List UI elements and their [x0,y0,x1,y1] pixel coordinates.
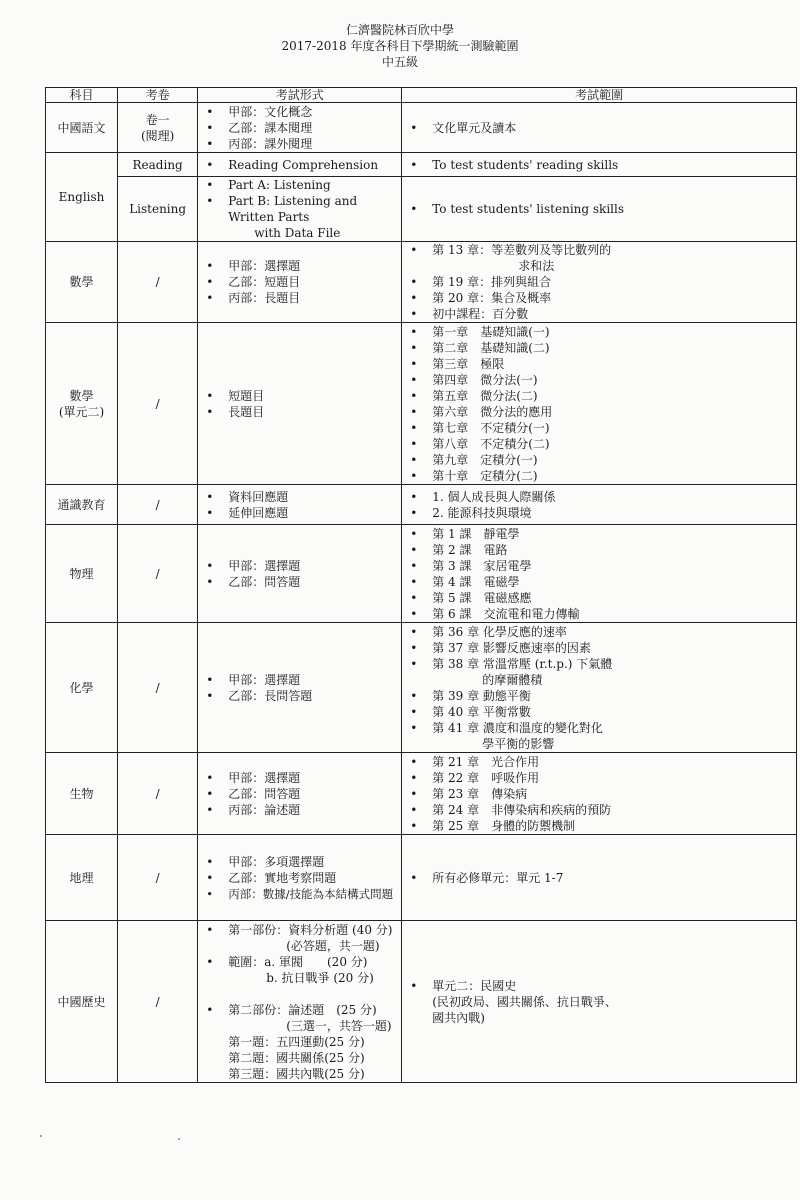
scope-cell [402,323,797,485]
document-title: 2017-2018 年度各科目下學期統一測驗範圍 [281,39,519,53]
list-item: • 第一章 基礎知識(一) [406,324,792,340]
list-item-continuation: with Data File [254,226,341,240]
table-row-english-reading [46,153,797,177]
subject-cell: English [46,153,118,242]
list-item: • 乙部：實地考察問題 [202,870,397,886]
list-item: • 初中課程：百分數 [406,306,792,322]
list-item: • 丙部：課外閱理 [202,136,397,152]
format-cell [198,177,402,242]
list-item-continuation: 求和法 [518,259,555,273]
format-cell [198,323,402,485]
list-item: • 第二章 基礎知識(二) [406,340,792,356]
list-item: • 長題目 [202,404,397,420]
scope-cell [402,921,797,1083]
table-row-math [46,242,797,323]
table-header-row [46,88,797,103]
paper-cell: / [118,525,198,623]
list-item: • 文化單元及讀本 [406,120,792,136]
paper-cell: / [118,835,198,921]
list-item: • 2. 能源科技與環境 [406,505,792,521]
scope-cell [402,242,797,323]
list-item: • 第十章 定積分(二) [406,468,792,484]
format-cell [198,525,402,623]
col-header-scope: 考試範圍 [402,88,797,103]
list-item-continuation: (必答題，共一題) [286,938,380,953]
scan-speck [178,1138,180,1140]
scope-cell [402,525,797,623]
list-item: • 第七章 不定積分(一) [406,420,792,436]
list-item: • 第四章 微分法(一) [406,372,792,388]
format-cell [198,103,402,153]
paper-line: (閱理) [140,128,175,143]
exam-scope-table [45,87,797,1083]
subject-cell: 數學 [46,242,118,323]
paper-cell: / [118,323,198,485]
subject-cell: 化學 [46,623,118,753]
table-row-liberal-studies [46,485,797,525]
scope-cell [402,485,797,525]
subject-cell [46,323,118,485]
paper-cell: / [118,623,198,753]
col-header-paper: 考卷 [118,88,198,103]
list-item: • 第 20 章：集合及概率 [406,290,792,306]
list-item: • 1. 個人成長與人際關係 [406,489,792,505]
table-row-physics [46,525,797,623]
list-item: • 所有必修單元：單元 1-7 [406,870,792,886]
list-item: • 第 24 章 非傳染病和疾病的預防 [406,802,792,818]
list-item: • 第一部份：資料分析題 (40 分) [202,922,397,938]
table-row-math-m2 [46,323,797,485]
list-item-continuation: b. 抗日戰爭 (20 分) [266,970,374,985]
list-item: • 第五章 微分法(二) [406,388,792,404]
list-item-continuation: (三選一，共答一題) [286,1018,392,1033]
list-item: • 丙部：長題目 [202,290,397,306]
subject-cell: 生物 [46,753,118,835]
list-item: • 第 3 課 家居電學 [406,558,792,574]
list-item: • 第 4 課 電磁學 [406,574,792,590]
format-cell [198,753,402,835]
list-item: • 第 19 章：排列與組合 [406,274,792,290]
subject-line: (單元二) [58,404,105,419]
list-item-continuation: 國共內戰) [432,1010,485,1025]
list-item: • 範圍：a. 軍閥 (20 分) [202,954,397,970]
list-item-continuation: 學平衡的影響 [482,736,555,751]
table-row-chinese-history [46,921,797,1083]
list-item: • 第九章 定積分(一) [406,452,792,468]
col-header-subject: 科目 [46,88,118,103]
table-row-english-listening [46,177,797,242]
list-item: • 丙部：論述題 [202,802,397,818]
list-item: • Part A: Listening [202,177,397,193]
list-item: • 第 5 課 電磁感應 [406,590,792,606]
list-item: • 第 37 章 影響反應速率的因素 [406,640,792,656]
paper-cell: / [118,921,198,1083]
subject-cell: 地理 [46,835,118,921]
list-item: • 第 39 章 動態平衡 [406,688,792,704]
paper-cell: Listening [118,177,198,242]
list-item: • 第 13 章：等差數列及等比數列的 [406,242,792,258]
paper-cell [118,103,198,153]
format-cell [198,153,402,177]
list-item: • 丙部：數據/技能為本結構式問題 [202,886,397,902]
list-item: • 甲部：文化概念 [202,104,397,120]
subject-cell: 中國語文 [46,103,118,153]
subject-cell: 物理 [46,525,118,623]
list-item: • 第 21 章 光合作用 [406,754,792,770]
paper-cell: / [118,753,198,835]
scope-cell [402,623,797,753]
list-item: 第三題：國共內戰(25 分) [228,1066,365,1081]
list-item: • To test students' reading skills [406,157,792,173]
format-cell [198,835,402,921]
scope-cell [402,103,797,153]
list-item: • 第 23 章 傳染病 [406,786,792,802]
subject-cell: 通識教育 [46,485,118,525]
list-item: • 第 2 課 電路 [406,542,792,558]
list-item: • Reading Comprehension [202,157,397,173]
table-row-geography [46,835,797,921]
list-item: • 乙部：問答題 [202,574,397,590]
list-item: • 乙部：問答題 [202,786,397,802]
paper-cell: / [118,485,198,525]
list-item: • 延伸回應題 [202,505,397,521]
format-cell [198,921,402,1083]
scan-speck [40,1135,42,1137]
paper-line: 卷一 [145,112,170,127]
scope-cell [402,153,797,177]
list-item: • 乙部：短題目 [202,274,397,290]
table-row-biology [46,753,797,835]
list-item: • 第 38 章 常溫常壓 (r.t.p.) 下氣體 [406,656,792,672]
list-item: • 短題目 [202,388,397,404]
list-item: • 單元二：民國史 [406,978,792,994]
school-name: 仁濟醫院林百欣中學 [345,23,454,37]
col-header-format: 考試形式 [198,88,402,103]
list-item-continuation: (民初政局、國共關係、抗日戰爭、 [432,994,617,1009]
list-item: • 第 1 課 靜電學 [406,526,792,542]
list-item: • 第 40 章 平衡常數 [406,704,792,720]
list-item: • Part B: Listening and Written Parts [202,193,397,225]
list-item: • 第三章 極限 [406,356,792,372]
list-item: • 乙部：課本閱理 [202,120,397,136]
list-item: • 第八章 不定積分(二) [406,436,792,452]
list-item: • 第 36 章 化學反應的速率 [406,624,792,640]
subject-line: 數學 [69,388,94,403]
list-item-continuation: 的摩爾體積 [482,672,543,687]
list-item: 第一題：五四運動(25 分) [228,1034,365,1049]
scope-cell [402,835,797,921]
subject-cell: 中國歷史 [46,921,118,1083]
spacer [202,986,397,1002]
format-cell [198,242,402,323]
scope-cell [402,753,797,835]
format-cell [198,623,402,753]
list-item: • 第六章 微分法的應用 [406,404,792,420]
list-item: • 第 22 章 呼吸作用 [406,770,792,786]
list-item: • 甲部：選擇題 [202,258,397,274]
paper-cell: Reading [118,153,198,177]
scope-cell [402,177,797,242]
table-row-chinese [46,103,797,153]
list-item: • 甲部：選擇題 [202,558,397,574]
document-header [0,22,800,70]
list-item: • 第 41 章 濃度和溫度的變化對化 [406,720,792,736]
list-item: • To test students' listening skills [406,201,792,217]
grade-level: 中五級 [381,55,418,69]
list-item: • 第二部份：論述題 (25 分) [202,1002,397,1018]
format-cell [198,485,402,525]
list-item: • 第 6 課 交流電和電力傳輸 [406,606,792,622]
list-item: • 甲部：選擇題 [202,770,397,786]
list-item: • 甲部：選擇題 [202,672,397,688]
table-row-chemistry [46,623,797,753]
list-item: 第二題：國共關係(25 分) [228,1050,365,1065]
list-item: • 第 25 章 身體的防禦機制 [406,818,792,834]
paper-cell: / [118,242,198,323]
list-item: • 資料回應題 [202,489,397,505]
list-item: • 甲部：多項選擇題 [202,854,397,870]
list-item: • 乙部：長問答題 [202,688,397,704]
